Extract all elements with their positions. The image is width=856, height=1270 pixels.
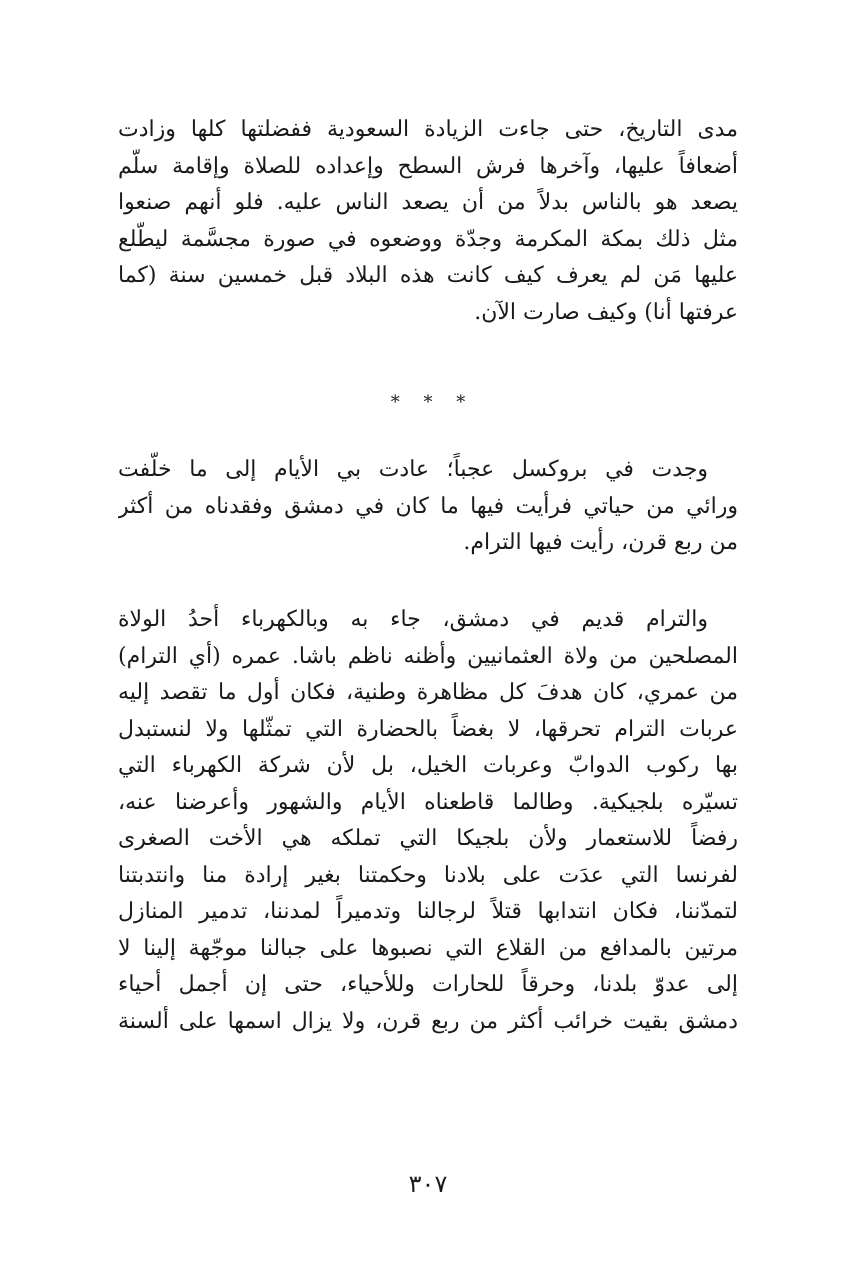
- text-line: أضعافاً عليها، وآخرها فرش السطح وإعداده للصلاة وإقامة سلّم: [118, 153, 738, 179]
- text-line: بها ركوب الدوابّ وعربات الخيل، بل لأن شركة الكهرباء التي: [118, 753, 738, 778]
- text-line: إلى عدوّ بلدنا، وحرقاً للحارات وللأحياء، حتى إن أجمل أحياء: [118, 972, 738, 997]
- text-line: عرفتها أنا) وكيف صارت الآن.: [474, 299, 738, 325]
- paragraph-2: [118, 452, 738, 562]
- text-line: رفضاً للاستعمار ولأن بلجيكا التي تملكه هي الأخت الصغرى: [118, 826, 738, 851]
- text-line: لفرنسا التي عدَت على بلادنا وحكمتنا بغير إرادة منا وانتدبتنا: [118, 862, 738, 888]
- text-line: من عمري، كان هدفَ كل مظاهرة وطنية، فكان أول ما تقصد إليه: [118, 680, 738, 705]
- text-line: تسيّره بلجيكية. وطالما قاطعناه الأيام والشهور وأعرضنا عنه،: [118, 789, 738, 815]
- paragraph-1: [118, 112, 738, 331]
- page-number: ٣٠٧: [408, 1170, 448, 1198]
- text-line: لتمدّننا، فكان انتدابها قتلاً لرجالنا وتدميراً لمدننا، تدمير المنازل: [118, 899, 738, 924]
- paragraph-3: [118, 602, 738, 1040]
- text-line: وجدت في بروكسل عجباً؛ عادت بي الأيام إلى ما خلّفت: [118, 457, 708, 482]
- text-line: مدى التاريخ، حتى جاءت الزيادة السعودية ففضلتها كلها وزادت: [118, 117, 738, 142]
- text-line: المصلحين من ولاة العثمانيين وأظنه ناظم باشا. عمره (أي الترام): [118, 643, 738, 669]
- text-line: من ربع قرن، رأيت فيها الترام.: [463, 530, 738, 555]
- text-line: مثل ذلك بمكة المكرمة وجدّة ووضعوه في صورة مجسَّمة ليطّلع: [118, 226, 738, 252]
- text-line: ورائي من حياتي فرأيت فيها ما كان في دمشق وفقدناه من أكثر: [118, 493, 738, 519]
- text-line: يصعد هو بالناس بدلاً من أن يصعد الناس عليه. فلو أنهم صنعوا: [118, 190, 738, 215]
- text-line: دمشق بقيت خرائب أكثر من ربع قرن، ولا يزال اسمها على ألسنة: [118, 1008, 738, 1034]
- section-separator: * * *: [390, 392, 466, 413]
- text-line: عليها مَن لم يعرف كيف كانت هذه البلاد قبل خمسين سنة (كما: [118, 263, 738, 288]
- text-line: مرتين بالمدافع من القلاع التي نصبوها على جبالنا موجّهة إلينا لا: [118, 935, 738, 961]
- text-line: والترام قديم في دمشق، جاء به وبالكهرباء أحدُ الولاة: [118, 607, 708, 632]
- text-line: عربات الترام تحرقها، لا بغضاً بالحضارة التي تمثّلها ولا لنستبدل: [118, 716, 738, 742]
